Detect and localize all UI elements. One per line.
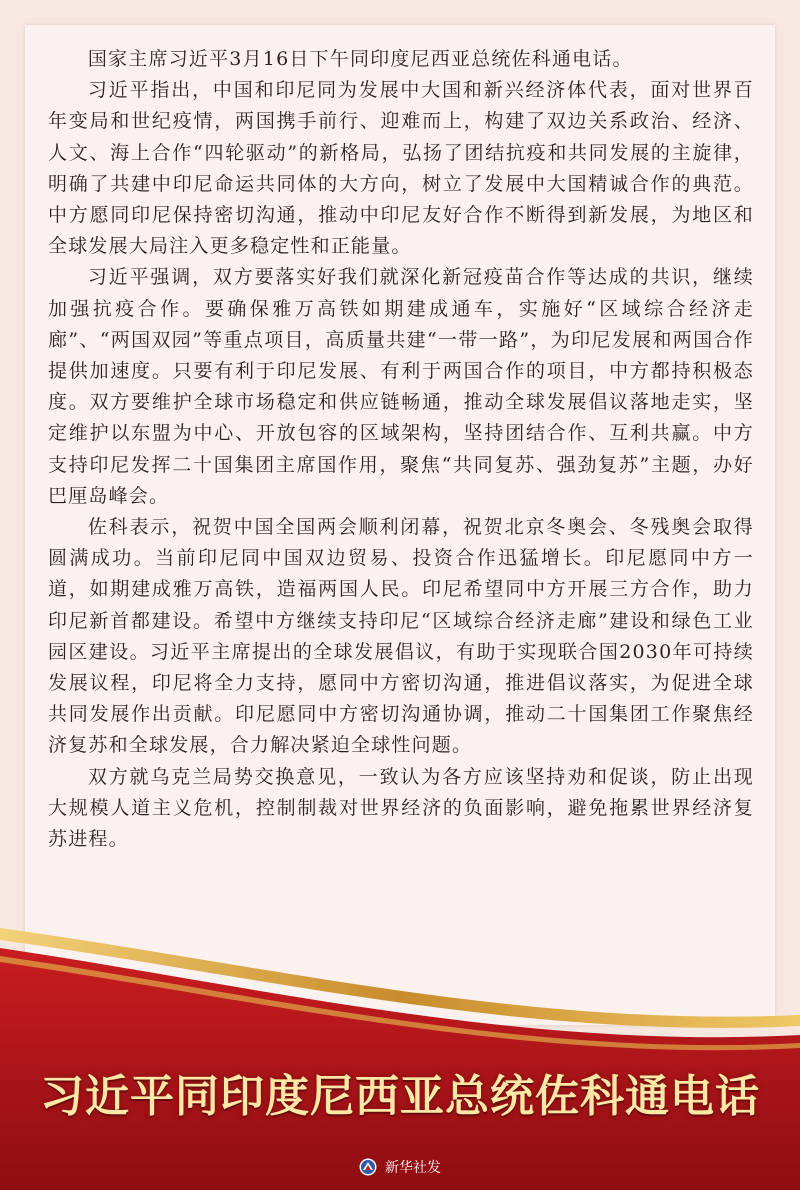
source-label: 新华社发 xyxy=(385,1160,441,1176)
paragraph: 习近平强调，双方要落实好我们就深化新冠疫苗合作等达成的共识，继续加强抗疫合作。要确保雅万高铁如期建成通车，实施好“区域综合经济走廊”、“两国双园”等重点项目，高质量共建“一带一路”，为印尼发展和两国合作提供加速度。只要有利于印尼发展、有利于两国合作的项目，中方都持积极态度。双方要维护全球市场稳定和供应链畅通，推动全球发展倡议落地走实，坚定维护以东盟为中心、开放包容的区域架构，坚持团结合作、互利共赢。中方支持印尼发挥二十国集团主席国作用，聚焦“共同复苏、强劲复苏”主题，办好巴厘岛峰会。 xyxy=(48,266,754,507)
paragraph: 佐科表示，祝贺中国全国两会顺利闭幕，祝贺北京冬奥会、冬残奥会取得圆满成功。当前印尼同中国双边贸易、投资合作迅猛增长。印尼愿同中方一道，如期建成雅万高铁，造福两国人民。印尼希望同中方开展三方合作，助力印尼新首都建设。希望中方继续支持印尼“区域综合经济走廊”建设和绿色工业园区建设。习近平主席提出的全球发展倡议，有助于实现联合国2030年可持续发展议程，印尼将全力支持，愿同中方密切沟通，推进倡议落实，为促进全球共同发展作出贡献。印尼愿同中方密切沟通协调，推动二十国集团工作聚焦经济复苏和全球发展，合力解决紧迫全球性问题。 xyxy=(48,516,754,757)
article-body xyxy=(48,44,754,855)
source-credit xyxy=(0,1157,800,1177)
page-title: 习近平同印度尼西亚总统佐科通电话 xyxy=(40,1071,760,1122)
paragraph: 国家主席习近平3月16日下午同印度尼西亚总统佐科通电话。 xyxy=(87,48,633,70)
paragraph: 双方就乌克兰局势交换意见，一致认为各方应该坚持劝和促谈，防止出现大规模人道主义危机，控制制裁对世界经济的负面影响，避免拖累世界经济复苏进程。 xyxy=(48,765,754,851)
title-banner xyxy=(0,900,800,1190)
paragraph: 习近平指出，中国和印尼同为发展中大国和新兴经济体代表，面对世界百年变局和世纪疫情，两国携手前行、迎难而上，构建了双边关系政治、经济、人文、海上合作“四轮驱动”的新格局，弘扬了团结抗疫和共同发展的主旋律，明确了共建中印尼命运共同体的大方向，树立了发展中大国精诚合作的典范。中方愿同印尼保持密切沟通，推动中印尼友好合作不断得到新发展，为地区和全球发展大局注入更多稳定性和正能量。 xyxy=(48,79,754,258)
xinhua-logo-icon xyxy=(359,1158,377,1176)
